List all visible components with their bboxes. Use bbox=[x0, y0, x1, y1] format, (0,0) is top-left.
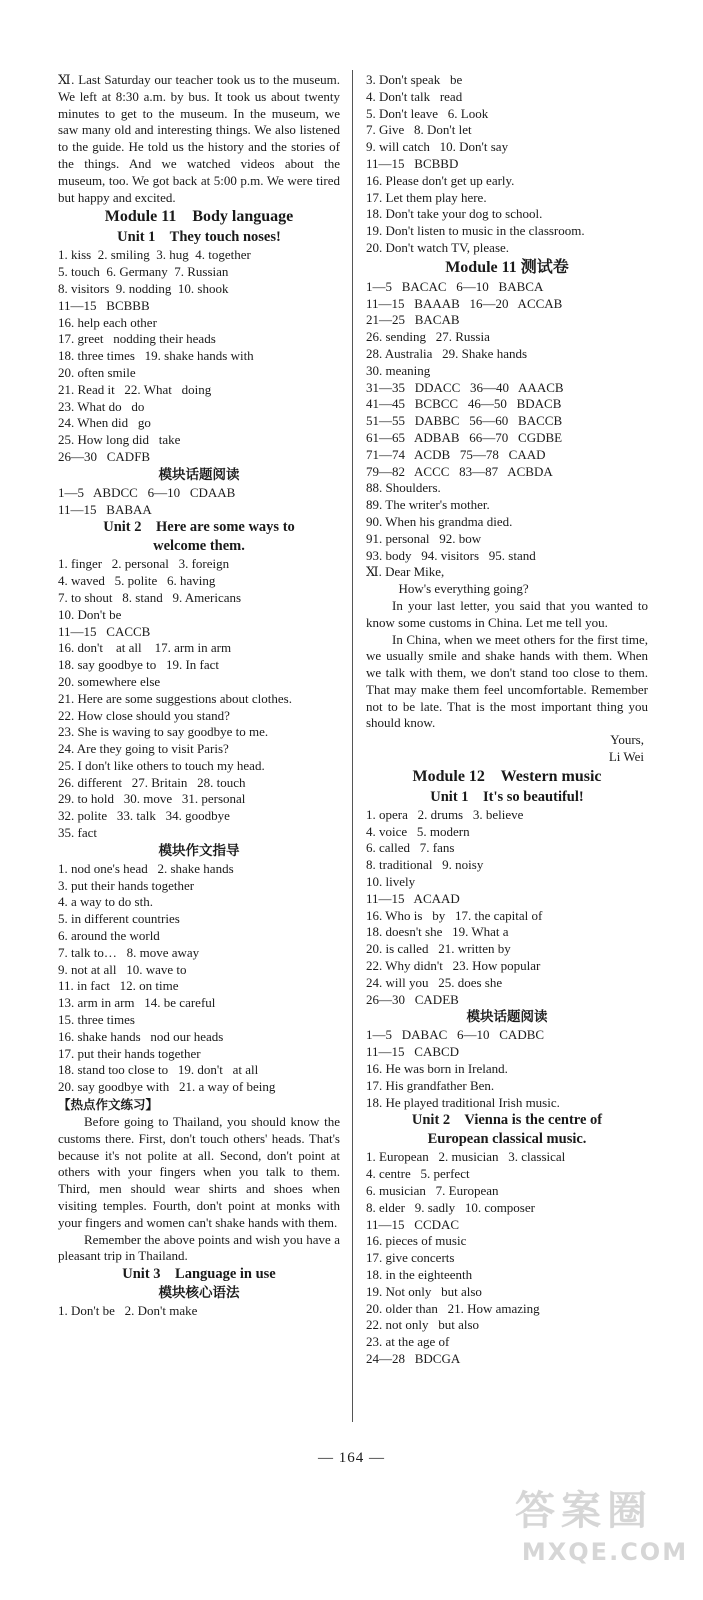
answer-line: 9. not at all 10. wave to bbox=[58, 961, 187, 977]
answer-line: 4. voice 5. modern bbox=[366, 823, 470, 839]
answer-line: 20. often smile bbox=[58, 364, 136, 380]
answer-paragraph: Remember the above points and wish you have a pleasant trip in Thailand. bbox=[58, 1231, 340, 1264]
answer-line: 8. visitors 9. nodding 10. shook bbox=[58, 280, 229, 296]
answer-line: 16. Please don't get up early. bbox=[366, 172, 515, 188]
unit-heading: welcome them. bbox=[153, 538, 245, 555]
answer-line: 7. talk to… 8. move away bbox=[58, 944, 200, 960]
answer-line: 71—74 ACDB 75—78 CAAD bbox=[366, 446, 546, 462]
answer-line: 91. personal 92. bow bbox=[366, 530, 482, 546]
answer-line: 1—5 DABAC 6—10 CADBC bbox=[366, 1027, 545, 1043]
unit-heading: Unit 2 Vienna is the centre of bbox=[411, 1112, 603, 1129]
answer-line: 32. polite 33. talk 34. goodbye bbox=[58, 808, 230, 824]
answer-line: 11—15 BABAA bbox=[58, 501, 152, 517]
unit-heading: Unit 3 Language in use bbox=[122, 1266, 276, 1283]
answer-line: 23. She is waving to say goodbye to me. bbox=[58, 724, 269, 740]
answer-line: 4. Don't talk read bbox=[366, 88, 463, 104]
answer-line: 79—82 ACCC 83—87 ACBDA bbox=[366, 463, 553, 479]
unit-heading: Unit 1 They touch noses! bbox=[117, 229, 281, 246]
page-number: — 164 — bbox=[318, 1450, 385, 1466]
unit-heading: Unit 2 Here are some ways to bbox=[103, 519, 295, 536]
answer-line: 22. Why didn't 23. How popular bbox=[366, 958, 541, 974]
watermark-url: MXQE.COM bbox=[521, 1538, 689, 1566]
answer-line: 5. in different countries bbox=[58, 911, 180, 927]
answer-line: Ⅺ. Dear Mike, bbox=[366, 564, 445, 580]
answer-line: 11—15 BAAAB 16—20 ACCAB bbox=[366, 295, 563, 311]
section-heading: 模块作文指导 bbox=[158, 842, 240, 859]
answer-line: 24—28 BDCGA bbox=[366, 1350, 461, 1366]
answer-line: 16. shake hands nod our heads bbox=[58, 1028, 224, 1044]
answer-line: 18. He played traditional Irish music. bbox=[366, 1094, 560, 1110]
answer-line: 19. Not only but also bbox=[366, 1283, 482, 1299]
answer-line: 26—30 CADEB bbox=[366, 991, 459, 1007]
answer-paragraph: 21. Here are some suggestions about clothes. bbox=[58, 690, 292, 706]
section-heading: 【热点作文练习】 bbox=[58, 1097, 159, 1113]
answer-line: 17. give concerts bbox=[366, 1250, 455, 1266]
answer-line: 18. say goodbye to 19. In fact bbox=[58, 657, 220, 673]
answer-line: 26. different 27. Britain 28. touch bbox=[58, 774, 246, 790]
answer-line: 26. sending 27. Russia bbox=[366, 329, 490, 345]
answer-line: 51—55 DABBC 56—60 BACCB bbox=[366, 413, 563, 429]
answer-line: 1—5 BACAC 6—10 BABCA bbox=[366, 278, 544, 294]
answer-line: 1—5 ABDCC 6—10 CDAAB bbox=[58, 484, 236, 500]
answer-line: 11—15 CACCB bbox=[58, 623, 151, 639]
answer-line: 18. doesn't she 19. What a bbox=[366, 924, 509, 940]
answer-line: 23. at the age of bbox=[366, 1334, 450, 1350]
answer-line: 4. waved 5. polite 6. having bbox=[58, 573, 216, 589]
answer-line: 20. say goodbye with 21. a way of being bbox=[58, 1079, 276, 1095]
answer-line: 11—15 CCDAC bbox=[366, 1216, 460, 1232]
unit-heading: European classical music. bbox=[427, 1131, 587, 1148]
answer-line: 26—30 CADFB bbox=[58, 448, 151, 464]
answer-line: 11—15 CABCD bbox=[366, 1044, 460, 1060]
answer-line: 6. musician 7. European bbox=[366, 1183, 499, 1199]
answer-line: 3. put their hands together bbox=[58, 877, 195, 893]
watermark-text: 答案圈 bbox=[515, 1488, 653, 1534]
answer-line: 1. Don't be 2. Don't make bbox=[58, 1303, 198, 1319]
module-heading: Module 11 Body language bbox=[104, 208, 294, 226]
answer-line: 23. What do do bbox=[58, 398, 145, 414]
answer-line: 11—15 BCBBD bbox=[366, 155, 459, 171]
answer-line: 15. three times bbox=[58, 1012, 135, 1028]
answer-line: 31—35 DDACC 36—40 AAACB bbox=[366, 379, 564, 395]
answer-line: 6. around the world bbox=[58, 928, 160, 944]
answer-paragraph: Before going to Thailand, you should know the customs there. First, don't touch others' heads. That's because it's not polite at all. Second, don't point at others with your fingers when you talk to them. Third, men should wear shirts and shoes when visiting temples. Fourth, don't point at monks with your fingers and women can't shake hands with them. bbox=[58, 1114, 340, 1230]
answer-line: 21—25 BACAB bbox=[366, 312, 460, 328]
answer-line: 20. is called 21. written by bbox=[366, 941, 511, 957]
answer-line: 16. don't at all 17. arm in arm bbox=[58, 640, 232, 656]
answer-paragraph: In China, when we meet others for the first time, we usually smile and shake hands with them. When we talk with them, we don't stand too close to them. That may make them feel uncomfortable. Remember not to be late. That is the most important thing you should know. bbox=[366, 631, 648, 731]
answer-line: 8. elder 9. sadly 10. composer bbox=[366, 1199, 535, 1215]
column-divider bbox=[352, 70, 353, 1422]
answer-line: 11—15 BCBBB bbox=[58, 297, 150, 313]
answer-line: 18. in the eighteenth bbox=[366, 1267, 473, 1282]
answer-line: 13. arm in arm 14. be careful bbox=[58, 995, 216, 1011]
answer-paragraph: In your last letter, you said that you wanted to know some customs in China. Let me tell you. bbox=[366, 597, 648, 630]
answer-line: 22. How close should you stand? bbox=[58, 707, 230, 723]
answer-line: 5. Don't leave 6. Look bbox=[366, 105, 489, 121]
answer-line: 93. body 94. visitors 95. stand bbox=[366, 547, 536, 563]
answer-line: 20. somewhere else bbox=[58, 673, 161, 689]
section-heading: 模块话题阅读 bbox=[158, 466, 240, 483]
section-heading: 模块话题阅读 bbox=[466, 1009, 548, 1026]
answer-line: 1. kiss 2. smiling 3. hug 4. together bbox=[58, 247, 251, 263]
answer-line: 18. three times 19. shake hands with bbox=[58, 348, 254, 364]
letter-signature: Yours, bbox=[610, 732, 644, 748]
answer-line: 89. The writer's mother. bbox=[366, 497, 490, 513]
answer-line: 11—15 ACAAD bbox=[366, 890, 460, 906]
answer-line: 11. in fact 12. on time bbox=[58, 978, 179, 994]
answer-line: 16. pieces of music bbox=[366, 1233, 467, 1249]
answer-line: 7. to shout 8. stand 9. Americans bbox=[58, 589, 242, 605]
answer-line: 88. Shoulders. bbox=[366, 480, 441, 496]
answer-line: 61—65 ADBAB 66—70 CGDBE bbox=[366, 429, 563, 445]
answer-line: 35. fact bbox=[58, 825, 97, 841]
right-column bbox=[366, 72, 648, 1368]
answer-line: 7. Give 8. Don't let bbox=[366, 122, 472, 138]
answer-line: 17. His grandfather Ben. bbox=[366, 1077, 495, 1093]
answer-line: 16. help each other bbox=[58, 314, 157, 330]
answer-line: 28. Australia 29. Shake hands bbox=[366, 345, 528, 361]
answer-line: 1. nod one's head 2. shake hands bbox=[58, 860, 234, 876]
answer-line: 24. Are they going to visit Paris? bbox=[58, 741, 229, 757]
answer-line: 10. Don't be bbox=[58, 606, 122, 622]
left-column bbox=[58, 72, 340, 1320]
answer-line: 9. will catch 10. Don't say bbox=[366, 139, 509, 155]
answer-line: 25. I don't like others to touch my head. bbox=[58, 757, 265, 773]
answer-line: How's everything going? bbox=[366, 581, 529, 597]
answer-line: 16. He was born in Ireland. bbox=[366, 1061, 508, 1077]
answer-line: 17. put their hands together bbox=[58, 1045, 201, 1061]
answer-line: 19. Don't listen to music in the classroom. bbox=[366, 223, 585, 239]
answer-line: 18. stand too close to 19. don't at all bbox=[58, 1062, 259, 1078]
answer-line: 8. traditional 9. noisy bbox=[366, 857, 484, 873]
module-heading: Module 12 Western music bbox=[412, 767, 602, 785]
answer-line: 16. Who is by 17. the capital of bbox=[366, 907, 543, 923]
answer-line: 24. When did go bbox=[58, 415, 151, 431]
answer-line: 6. called 7. fans bbox=[366, 840, 455, 856]
answer-line: 22. not only but also bbox=[366, 1317, 480, 1333]
answer-paragraph: Ⅺ. Last Saturday our teacher took us to the museum. We left at 8:30 a.m. by bus. It took us about twenty minutes to get to the museum. In the museum, we saw many old and interesting things. We also listened to the guide. He told us the history and the stories of the things. And we watched videos about the museum, too. We got back at 5:00 p.m. We were tired but happy and excited. bbox=[58, 72, 340, 205]
answer-line: 3. Don't speak be bbox=[366, 72, 463, 87]
answer-line: 90. When his grandma died. bbox=[366, 513, 513, 529]
answer-line: 41—45 BCBCC 46—50 BDACB bbox=[366, 396, 562, 412]
section-heading: 模块核心语法 bbox=[158, 1285, 240, 1302]
unit-heading: Unit 1 It's so beautiful! bbox=[430, 788, 584, 805]
answer-line: 21. Read it 22. What doing bbox=[58, 381, 212, 397]
answer-line: 30. meaning bbox=[366, 362, 431, 378]
answer-line: 1. European 2. musician 3. classical bbox=[366, 1149, 566, 1165]
answer-line: 4. centre 5. perfect bbox=[366, 1166, 470, 1182]
answer-line: 5. touch 6. Germany 7. Russian bbox=[58, 264, 229, 280]
answer-line: 18. Don't take your dog to school. bbox=[366, 206, 543, 222]
letter-signature: Li Wei bbox=[608, 749, 644, 765]
answer-line: 29. to hold 30. move 31. personal bbox=[58, 791, 246, 807]
answer-line: 17. Let them play here. bbox=[366, 189, 487, 205]
answer-line: 1. finger 2. personal 3. foreign bbox=[58, 556, 230, 572]
answer-line: 10. lively bbox=[366, 874, 416, 890]
answer-line: 24. will you 25. does she bbox=[366, 974, 503, 990]
answer-line: 17. greet nodding their heads bbox=[58, 331, 216, 347]
watermark-logo bbox=[515, 1485, 695, 1585]
answer-line: 1. opera 2. drums 3. believe bbox=[366, 806, 524, 822]
answer-line: 20. Don't watch TV, please. bbox=[366, 239, 510, 255]
answer-line: 4. a way to do sth. bbox=[58, 894, 153, 910]
answer-line: 25. How long did take bbox=[58, 432, 181, 448]
answer-line: 20. older than 21. How amazing bbox=[366, 1300, 540, 1316]
module-heading: Module 11 测试卷 bbox=[445, 258, 569, 276]
